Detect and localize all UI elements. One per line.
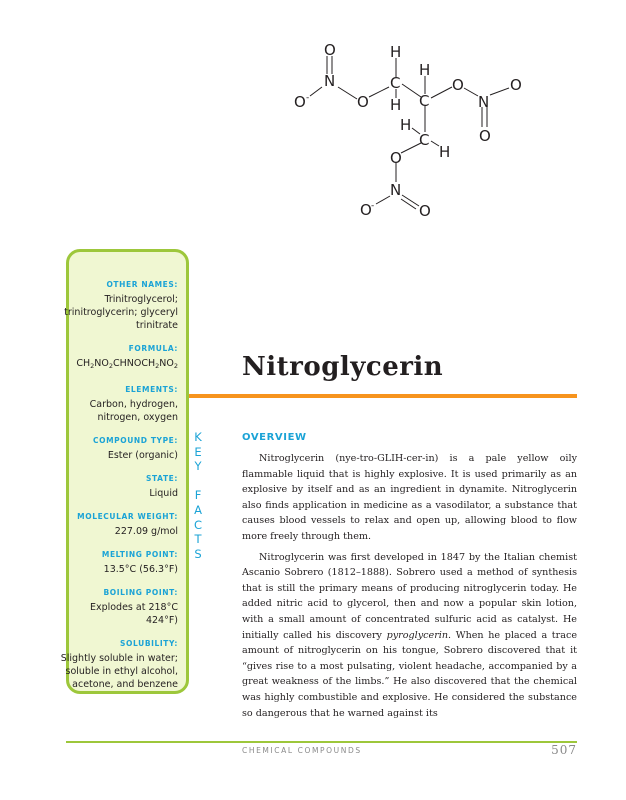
key-facts-letter: E — [194, 444, 202, 459]
fact-melting-point — [58, 550, 178, 576]
formula-subscript: 2 — [90, 362, 95, 370]
formula-part: CH — [76, 358, 91, 369]
formula-subscript: 2 — [173, 362, 178, 370]
paragraph-text: Nitroglycerin (nye-tro-GLIH-cer-in) is a pale yellow oily flammable liquid that is highly explosive. It is used primarily as an explosive by itself and as an ingredient in dynamite. Nitroglycerin also finds application in medicine as a vasodilator, a substance that causes blood vessels to relax and open up, allowing blood to flow more freely through them. — [242, 453, 577, 542]
atom-O: O — [419, 202, 431, 220]
paragraph-text: Nitroglycerin was first developed in 1847 by the Italian chemist Ascanio Sobrero (1812–1888). Sobrero used a method of synthesis that is still the primary means of producing nitroglycerin today. He added nitric acid to glycerol, then and now a popular skin lotion, with a small amount of concentrated sulfuric acid as catalyst. He initially called his discovery pyroglycerin. When he placed a trace amount of nitroglycerin on his tongue, Sobrero discovered that it “gives rise to a most pulsating, violent headache, accompanied by a great weakness of the limbs.” He also discovered that the chemical was highly combustible and explosive. He considered the substance so dangerous that he warned against its — [242, 551, 577, 719]
key-facts-letter: T — [194, 532, 202, 547]
page-title: Nitroglycerin — [242, 352, 444, 382]
fact-other-names — [58, 280, 178, 332]
formula-part: NO — [159, 358, 174, 369]
fact-label: OTHER NAMES: — [106, 280, 178, 289]
paragraph — [242, 550, 577, 722]
key-facts-letter: A — [194, 502, 202, 517]
atom-charge: - — [306, 93, 310, 103]
key-facts-letter: K — [194, 430, 202, 444]
fact-value: 227.09 g/mol — [114, 526, 178, 537]
fact-molecular-weight — [58, 512, 178, 538]
emphasized-term: pyroglycerin — [386, 629, 449, 641]
fact-label: ELEMENTS: — [125, 385, 178, 394]
atom-O: O — [360, 201, 372, 219]
fact-label: SOLUBILITY: — [120, 639, 178, 648]
fact-label: MELTING POINT: — [101, 550, 178, 559]
title-divider — [189, 394, 577, 398]
atom-H: H — [400, 116, 412, 134]
paragraph — [242, 451, 577, 545]
formula-subscript: 2 — [108, 362, 113, 370]
fact-value: Slightly soluble in water; soluble in ethyl alcohol, acetone, and benzene — [60, 653, 178, 690]
key-facts-letter: F — [194, 488, 202, 503]
fact-value: 13.5°C (56.3°F) — [103, 564, 178, 575]
fact-formula — [58, 344, 178, 373]
fact-label: MOLECULAR WEIGHT: — [77, 512, 178, 521]
fact-label: BOILING POINT: — [103, 588, 178, 597]
fact-value: Carbon, hydrogen, nitrogen, oxygen — [89, 399, 178, 423]
fact-value: Trinitroglycerol; trinitroglycerin; glyceryl trinitrate — [64, 294, 178, 331]
atom-H: H — [419, 61, 431, 79]
atom-C: C — [419, 92, 430, 110]
chemical-formula — [58, 357, 178, 373]
atom-C: C — [390, 74, 401, 92]
key-facts-letter — [190, 474, 206, 489]
section-heading: OVERVIEW — [242, 432, 307, 443]
atom-H: H — [439, 143, 451, 161]
nitroglycerin-structure-diagram — [0, 0, 626, 240]
atom-O: O — [510, 76, 522, 94]
fact-elements — [58, 385, 178, 424]
fact-boiling-point — [58, 588, 178, 627]
atom-N: N — [390, 181, 402, 199]
atom-O: O — [452, 76, 464, 94]
running-footer: CHEMICAL COMPOUNDS — [242, 746, 362, 755]
fact-value: Explodes at 218°C 424°F) — [89, 602, 178, 626]
atom-O: O — [390, 149, 402, 167]
fact-value: Ester (organic) — [107, 450, 178, 461]
fact-solubility — [58, 639, 178, 691]
key-facts-letter: C — [193, 517, 203, 532]
fact-label: STATE: — [146, 474, 178, 483]
atom-H: H — [390, 43, 402, 61]
atom-N: N — [478, 93, 490, 111]
atom-O: O — [294, 93, 306, 111]
fact-state — [58, 474, 178, 500]
atom-O: O — [479, 127, 491, 145]
formula-part: CHNOCH — [112, 358, 156, 369]
formula-subscript: 2 — [155, 362, 160, 370]
atom-O: O — [324, 41, 336, 59]
structure-atoms — [294, 41, 522, 220]
fact-label: FORMULA: — [128, 344, 178, 353]
fact-compound-type — [58, 436, 178, 462]
fact-label: COMPOUND TYPE: — [93, 436, 178, 445]
key-facts-letter: Y — [194, 459, 202, 474]
key-facts-box — [60, 249, 189, 694]
atom-charge: - — [371, 201, 375, 211]
page-number: 507 — [551, 743, 577, 757]
atom-C: C — [419, 131, 430, 149]
article-body — [242, 451, 577, 726]
key-facts-list — [58, 280, 178, 703]
fact-value: Liquid — [149, 488, 178, 499]
atom-N: N — [324, 72, 336, 90]
atom-O: O — [357, 93, 369, 111]
key-facts-vertical-label — [190, 430, 206, 561]
formula-part: NO — [94, 358, 109, 369]
key-facts-letter: S — [194, 546, 202, 561]
footer-divider — [66, 741, 577, 743]
atom-H: H — [390, 96, 402, 114]
